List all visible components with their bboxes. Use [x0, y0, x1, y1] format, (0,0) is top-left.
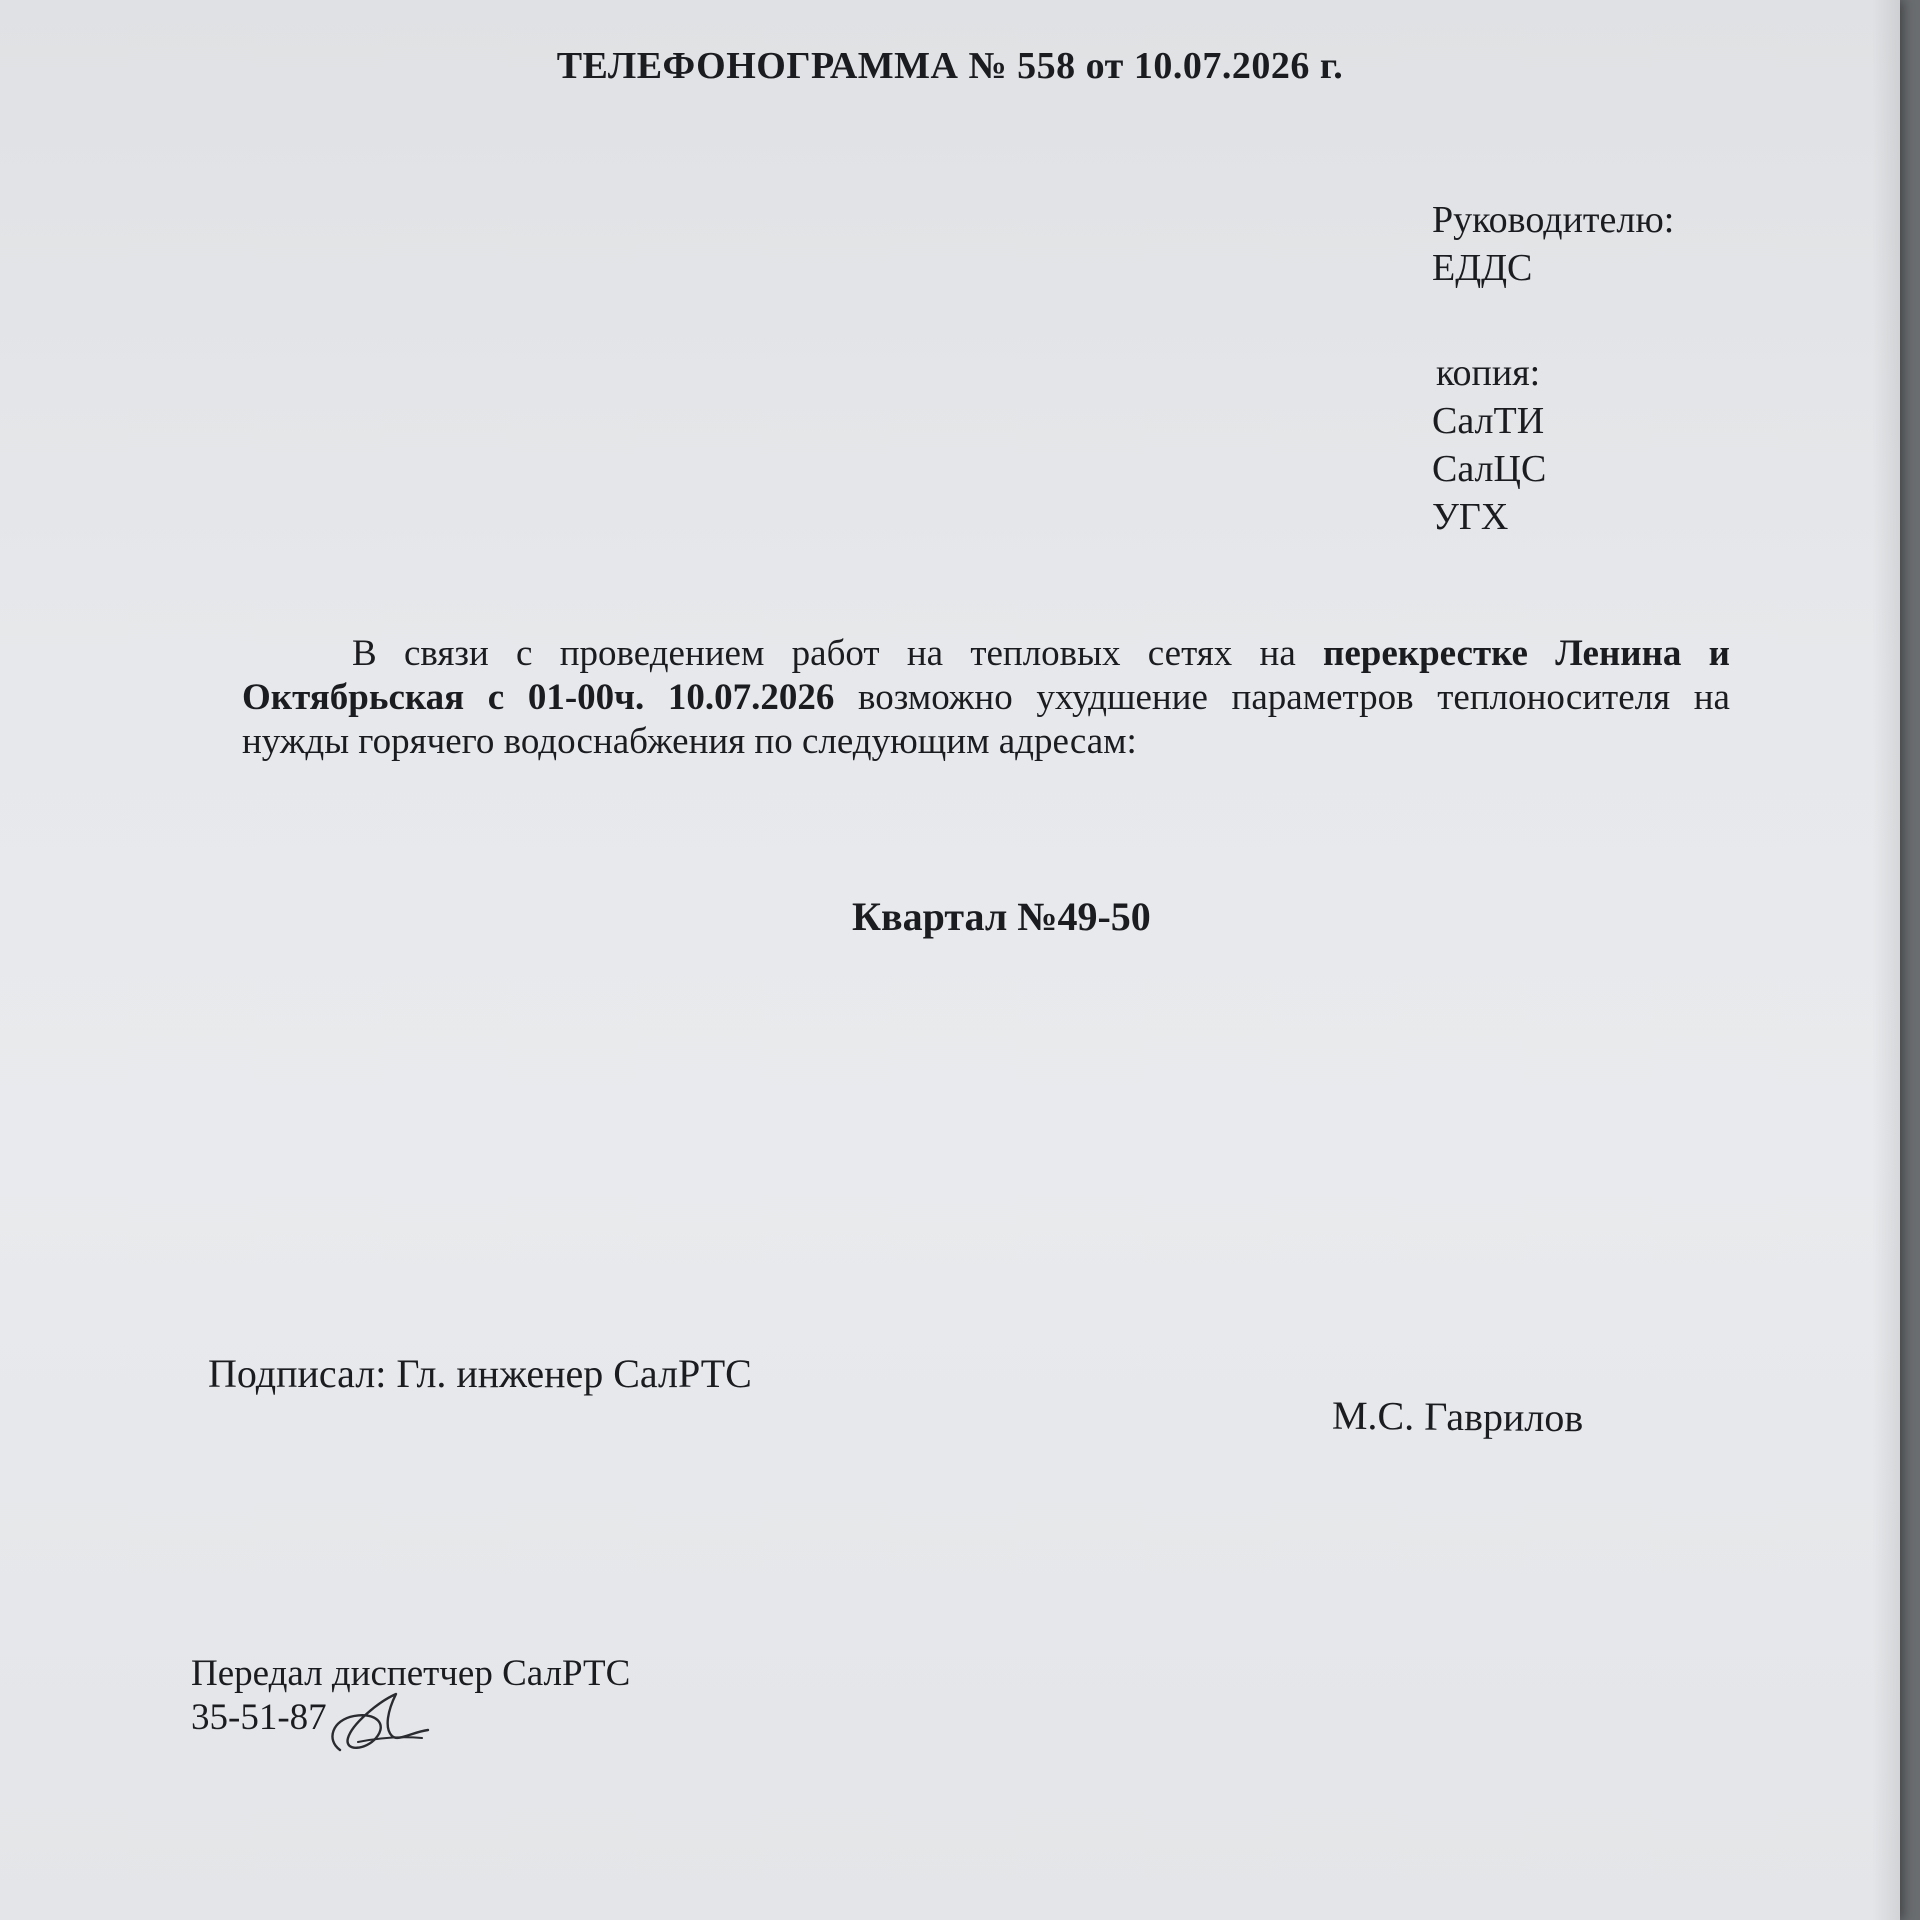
copy-label: копия:: [1436, 352, 1541, 394]
recipient-label: Руководителю:: [1432, 199, 1675, 241]
body-text-part1: В связи с проведением работ на тепловых сетях на: [352, 633, 1324, 674]
copy-block: [1432, 349, 1546, 541]
dispatcher-phone: 35-51-87: [191, 1697, 327, 1738]
body-text-bold: перекрестке Ленина и Октябрьская с 01-00ч. 10.07.2026: [242, 633, 1730, 718]
signer-name: М.С. Гаврилов: [1331, 1392, 1584, 1441]
signed-by-line: Подписал: Гл. инженер СалРТС: [208, 1351, 752, 1396]
recipient-name: ЕДДС: [1432, 247, 1533, 289]
dispatcher-line: Передал диспетчер СалРТС: [191, 1653, 631, 1694]
address-quarter: Квартал №49-50: [852, 894, 1151, 939]
page-edge-shade: [1872, 0, 1900, 1920]
copy-item: СалЦС: [1432, 448, 1547, 490]
handwritten-signature-icon: [318, 1680, 438, 1760]
copy-item: СалТИ: [1432, 400, 1545, 442]
body-text-part2: возможно ухудшение параметров теплоносителя на нужды горячего водоснабжения по следующим адресам:: [242, 677, 1730, 762]
recipient-block: [1432, 196, 1674, 292]
copy-item: УГХ: [1432, 496, 1509, 538]
body-paragraph: [242, 632, 1730, 764]
document-title: ТЕЛЕФОНОГРАММА № 558 от 10.07.2026 г.: [556, 45, 1344, 87]
